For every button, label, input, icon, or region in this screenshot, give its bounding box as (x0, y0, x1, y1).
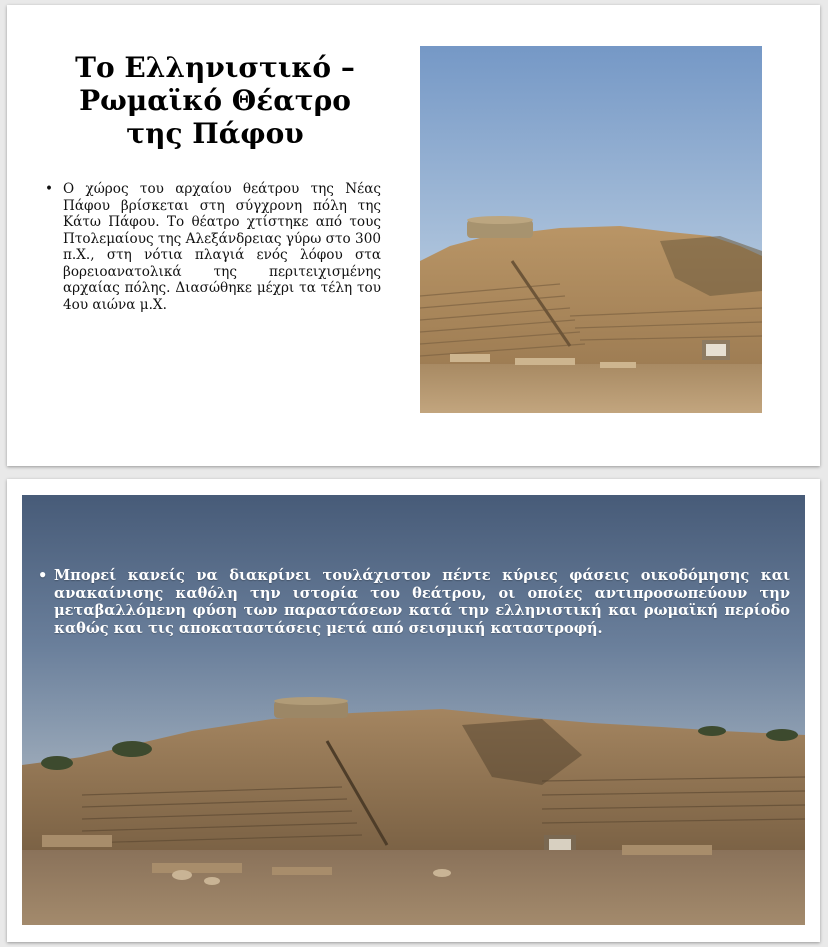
bullet-marker: • (38, 567, 48, 584)
theatre-background-photo (22, 495, 805, 925)
bullet-text: Μπορεί κανείς να διακρίνει τουλάχιστον πέντε κύριες φάσεις οικοδόμησης και ανακαίνισης καθόλη την ιστορία του θεάτρου, οι οποίες αντιπροσωπεύουν την μεταβαλλόμενη φύση των παραστάσεων κατά την ελληνιστική και ρωμαϊκή περίοδο καθώς και τις αποκαταστάσεις μετά από σεισμική καταστροφή. (54, 567, 790, 637)
slide-title: Το Ελληνιστικό – Ρωμαϊκό Θέατρο της Πάφου (75, 51, 355, 150)
slide-1-bullet (45, 181, 381, 313)
slide-1[interactable] (7, 5, 820, 466)
theatre-photo (420, 46, 762, 413)
slide-2-bullet (38, 567, 790, 637)
bullet-marker: • (45, 181, 54, 197)
theatre-photo-graphic (420, 46, 762, 413)
bullet-text: Ο χώρος του αρχαίου θεάτρου της Νέας Πάφου βρίσκεται στη σύγχρονη πόλη της Κάτω Πάφου. Το θέατρο χτίστηκε από τους Πτολεμαίους της Αλεξάνδρειας γύρω στο 300 π.Χ., στη νότια πλαγιά ενός λόφου στα βορειοανατολικά της περιτειχισμένης αρχαίας πόλης. Διασώθηκε μέχρι τα τέλη του 4ου αιώνα μ.Χ. (63, 181, 381, 313)
slide-2[interactable] (7, 479, 820, 942)
theatre-background-graphic (22, 495, 805, 925)
